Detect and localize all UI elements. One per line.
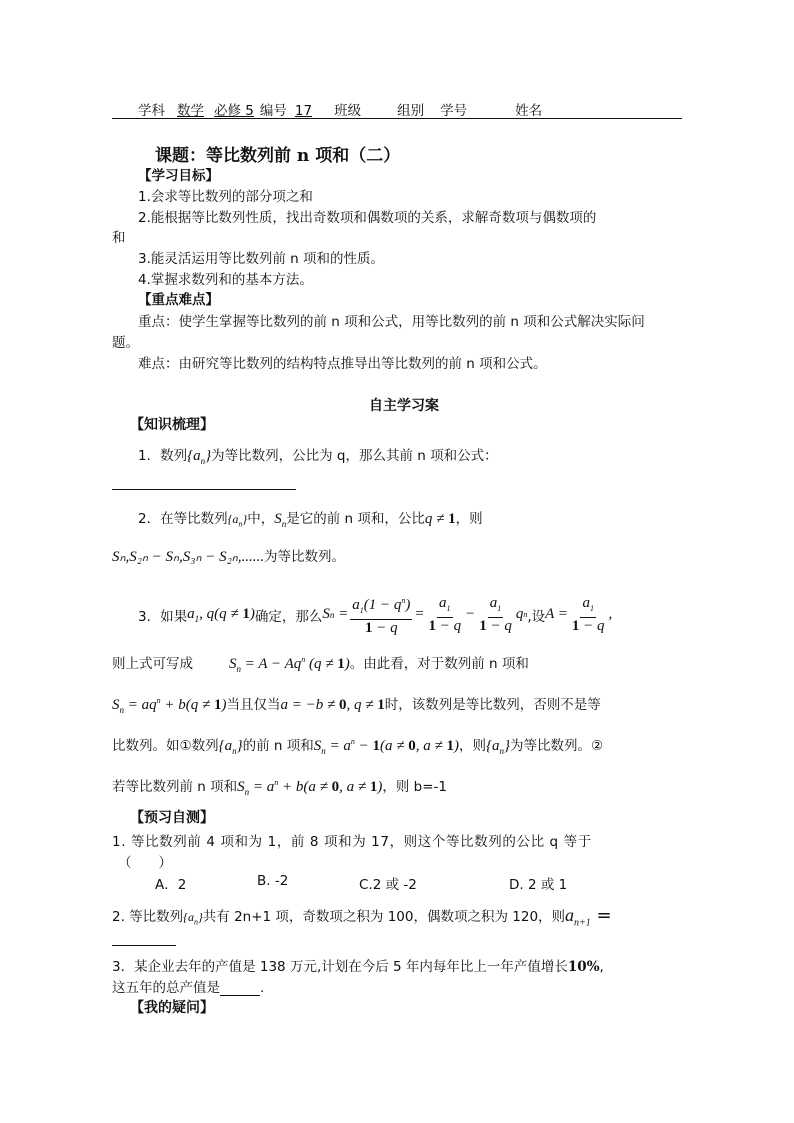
difficulty-line: 难点：由研究等比数列的结构特点推导出等比数列的前 n 项和公式。: [138, 356, 547, 372]
q-neq-1-formula: q ≠ 1: [424, 511, 456, 527]
a1-q-formula: $a_1$, q(q ≠ 1): [187, 605, 255, 624]
group-label: 组别: [397, 103, 425, 119]
number-label: 编号: [259, 103, 287, 119]
preview-q2: 2. 等比数列$\{a_n\}$共有 2n+1 项，奇数项之积为 100，偶数项之积为 120，则$a_{n+1}$ =: [112, 905, 612, 929]
knowledge-q1: 1．数列$\{a_n\}$为等比数列，公比为 q，那么其前 n 项和公式：: [138, 448, 498, 466]
goals-heading: 【学习目标】: [138, 168, 219, 184]
partial-sums-formula: Sₙ,S₂ₙ − Sₙ,S₃ₙ − S₂ₙ,......: [112, 549, 265, 565]
preview-q1-option-b: B. -2: [257, 873, 289, 889]
questions-heading: 【我的疑问】: [130, 1000, 214, 1016]
sn-symbol: $S_n$: [274, 511, 287, 529]
preview-q3-line2: 这五年的总产值是 .: [112, 980, 265, 996]
a-n-plus-1-formula: $a_{n+1}$: [565, 905, 591, 929]
page-title: 课题：等比数列前 n 项和（二）: [155, 146, 401, 166]
answer-blank-1: [112, 489, 296, 490]
preview-q1-option-d: D. 2 或 1: [509, 877, 568, 893]
focus-line-2: 题。: [112, 335, 139, 351]
seq-an-formula: $\{a_n\}$: [227, 512, 248, 529]
goal-item-3: 3.能灵活运用等比数列前 n 项和的性质。: [138, 251, 385, 267]
preview-q3: 3．某企业去年的产值是 138 万元,计划在今后 5 年内每年比上一年产值增长10%,: [112, 959, 604, 975]
goal-item-4: 4.掌握求数列和的基本方法。: [138, 272, 313, 288]
knowledge-q3-line5: 若等比数列前 n 项和$S_n = a^n + b(a \ne 0$, a ≠ 1)，则 b=-1: [112, 778, 447, 797]
preview-q1-option-c: C.2 或 -2: [359, 877, 417, 893]
goal-item-2: 2.能根据等比数列性质，找出奇数项和偶数项的关系，求解奇数项与偶数项的: [138, 210, 597, 226]
book-value: 必修 5: [214, 103, 254, 119]
example2-formula: $S_n = a^n + b(a \ne 0$, a ≠ 1): [237, 778, 383, 797]
knowledge-q3-line2: 则上式可写成 $S_n = A - Aq^n$ (q ≠ 1)。由此看，对于数列前 n 项和: [112, 655, 529, 674]
goal-item-1: 1.会求等比数列的部分项之和: [138, 189, 313, 205]
seq-an-formula: $\{a_n\}$: [485, 738, 510, 756]
seq-an-formula: $\{a_n\}$: [183, 910, 203, 927]
knowledge-heading: 【知识梳理】: [130, 417, 214, 433]
sn-rewrite-formula: $S_n = A - Aq^n$ (q ≠ 1): [229, 655, 350, 674]
subject-label: 学科: [138, 103, 165, 119]
answer-blank-2: [112, 945, 176, 946]
condition-formula: a = −b ≠ 0, q ≠ 1: [280, 697, 385, 713]
sn-sum-formula: S n = $\frac{a_1(1 - q^n)}{1 - q}$ = $\frac{a_1}{1 - q}$ − $\frac{a_1}{1 - q}$ q n: [322, 592, 527, 637]
preview-q1-option-a: A．2: [155, 877, 187, 893]
knowledge-q3-line3: $S_n = aq^n + b(q \ne 1)$当且仅当a = −b ≠ 0, q ≠ 1时，该数列是等比数列，否则不是等: [112, 696, 601, 715]
student-no-label: 学号: [440, 103, 468, 119]
subject-value: 数学: [177, 103, 204, 119]
class-label: 班级: [334, 103, 362, 119]
sn-general-formula: $S_n = aq^n + b(q \ne 1)$: [112, 696, 227, 715]
seq-an-formula: $\{a_n\}$: [218, 738, 243, 756]
a-definition-formula: A = $\frac{a_1}{1 - q}$ ,: [545, 594, 613, 634]
goal-item-2-cont: 和: [112, 230, 126, 246]
preview-q1-paren: （ ）: [118, 855, 172, 871]
header-divider: [112, 118, 682, 119]
seq-an-formula: $\{a_n\}$: [187, 448, 212, 466]
example1-formula: $S_n = a^n - 1(a \ne 0$, a ≠ 1): [313, 737, 459, 756]
focus-line-1: 重点：使学生掌握等比数列的前 n 项和公式，用等比数列的前 n 项和公式解决实际问: [138, 314, 645, 330]
name-label: 姓名: [515, 103, 543, 119]
answer-blank-3: [220, 981, 260, 996]
number-value: 17: [294, 103, 313, 119]
knowledge-q3-line4: 比数列。如①数列$\{a_n\}$的前 n 项和$S_n = a^n - 1(a \ne 0$, a ≠ 1)，则$\{a_n\}$为等比数列。②: [112, 737, 604, 756]
knowledge-q2: 2．在等比数列$\{a_n\}$中，$S_n$是它的前 n 项和，公比q ≠ 1，则: [138, 511, 483, 529]
key-points-heading: 【重点难点】: [138, 292, 219, 308]
header-info: [138, 99, 600, 119]
knowledge-q3: 3．如果 $a_1$, q(q ≠ 1) 确定，那么 S n = $\frac{a_1(1 - q^n)}{1 - q}$ = $\frac{a_1}{1 - q}$ − $\frac{a_1}{1 - q}$ q n ,设 A = $\frac{a_1}{1 - q}$ ,: [138, 592, 612, 637]
knowledge-q2-seq: Sₙ,S₂ₙ − Sₙ,S₃ₙ − S₂ₙ,......为等比数列。: [112, 549, 346, 565]
preview-q1: 1. 等比数列前 4 项和为 1，前 8 项和为 17，则这个等比数列的公比 q 等于: [112, 834, 592, 850]
growth-percent: 10%: [567, 959, 600, 975]
preview-heading: 【预习自测】: [130, 810, 214, 826]
self-study-title: 自主学习案: [369, 398, 439, 414]
